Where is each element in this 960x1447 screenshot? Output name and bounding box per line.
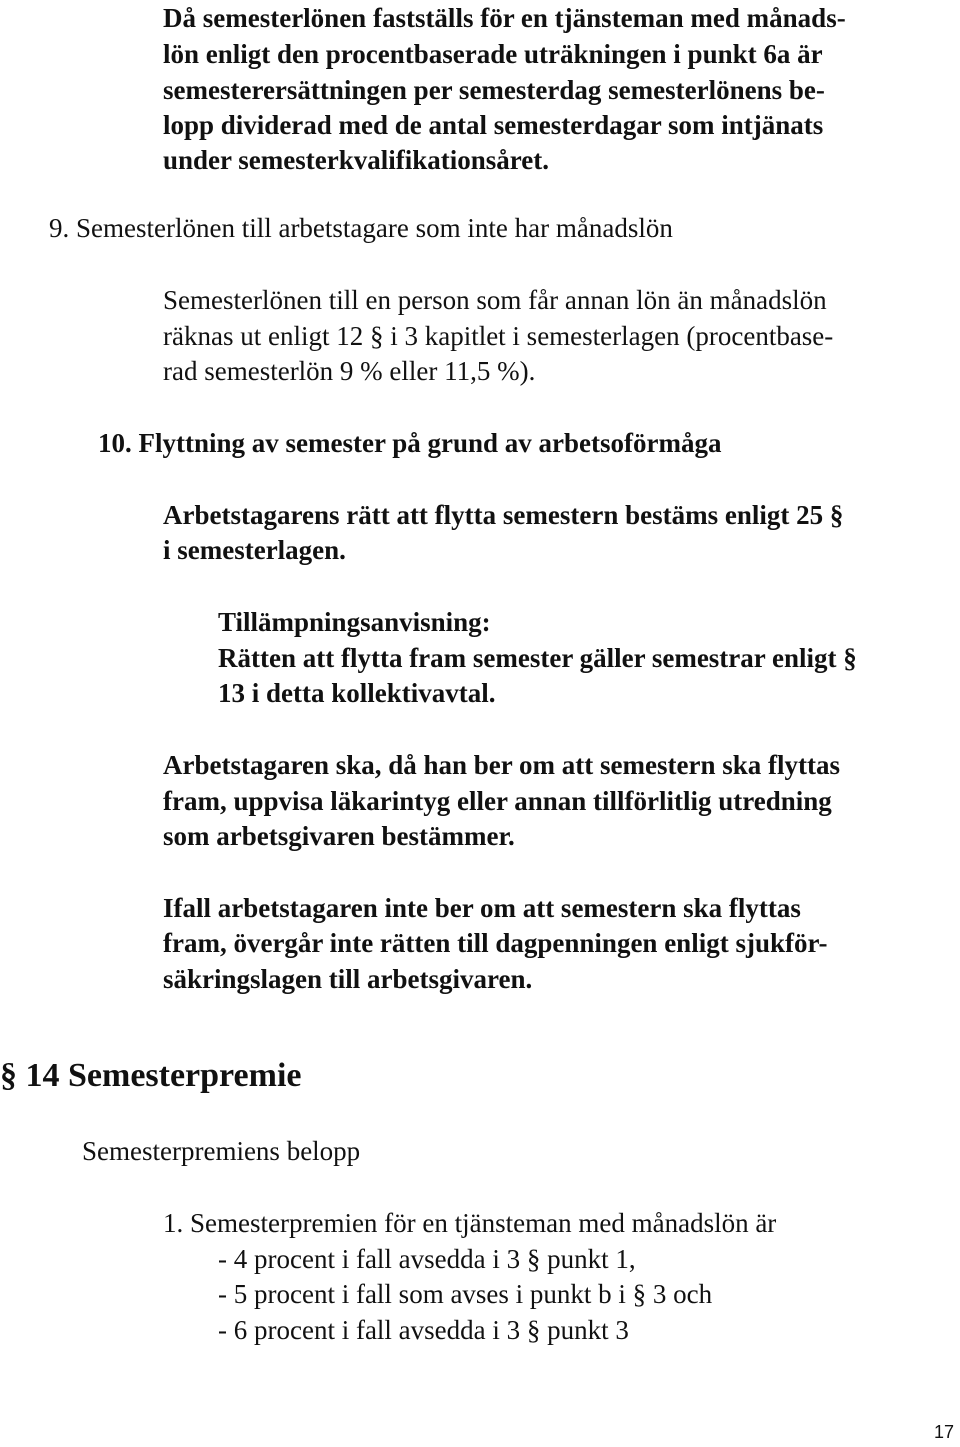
list-item: - 6 procent i fall avsedda i 3 § punkt 3	[218, 1315, 629, 1345]
section-9-body-3: rad semesterlön 9 % eller 11,5 %).	[163, 356, 536, 386]
section-9-body-2: räknas ut enligt 12 § i 3 kapitlet i semesterlagen (procentbase-	[163, 321, 834, 351]
section-10-body-1: Arbetstagarens rätt att flytta semestern bestäms enligt 25 §	[163, 500, 844, 530]
section-10-para3-1: Ifall arbetstagaren inte ber om att semestern ska flyttas	[163, 893, 801, 923]
intro-line-5: under semesterkvalifikationsåret.	[163, 145, 549, 175]
section-10-para3-2: fram, övergår inte rätten till dagpenningen enligt sjukför-	[163, 928, 828, 958]
application-note-line-1: Rätten att flytta fram semester gäller semestrar enligt §	[218, 643, 857, 673]
page-number: 17	[933, 1422, 954, 1442]
section-10-para3-3: säkringslagen till arbetsgivaren.	[163, 964, 533, 994]
application-note-line-2: 13 i detta kollektivavtal.	[218, 678, 496, 708]
intro-line-3: semesterersättningen per semesterdag semesterlönens be-	[163, 75, 825, 105]
section-10-para2-2: fram, uppvisa läkarintyg eller annan tillförlitlig utredning	[163, 786, 832, 816]
item-1-intro: 1. Semesterpremien för en tjänsteman med månadslön är	[163, 1208, 777, 1238]
section-9-heading: 9. Semesterlönen till arbetstagare som inte har månadslön	[49, 213, 673, 243]
intro-line-1: Då semesterlönen fastställs för en tjänsteman med månads-	[163, 3, 846, 33]
section-10-body-2: i semesterlagen.	[163, 535, 346, 565]
application-note-label: Tillämpningsanvisning:	[218, 607, 491, 637]
intro-line-2: lön enligt den procentbaserade uträkningen i punkt 6a är	[163, 39, 823, 69]
list-item: - 5 procent i fall som avses i punkt b i § 3 och	[218, 1279, 713, 1309]
section-10-para2-1: Arbetstagaren ska, då han ber om att semestern ska flyttas	[163, 750, 840, 780]
chapter-14-title: § 14 Semesterpremie	[0, 1057, 302, 1094]
section-10-heading: 10. Flyttning av semester på grund av arbetsoförmåga	[98, 428, 722, 458]
chapter-14-subheading: Semesterpremiens belopp	[82, 1136, 361, 1166]
list-item: - 4 procent i fall avsedda i 3 § punkt 1,	[218, 1244, 636, 1274]
section-9-body-1: Semesterlönen till en person som får annan lön än månadslön	[163, 285, 827, 315]
intro-line-4: lopp dividerad med de antal semesterdagar som intjänats	[163, 110, 824, 140]
section-10-para2-3: som arbetsgivaren bestämmer.	[163, 821, 515, 851]
